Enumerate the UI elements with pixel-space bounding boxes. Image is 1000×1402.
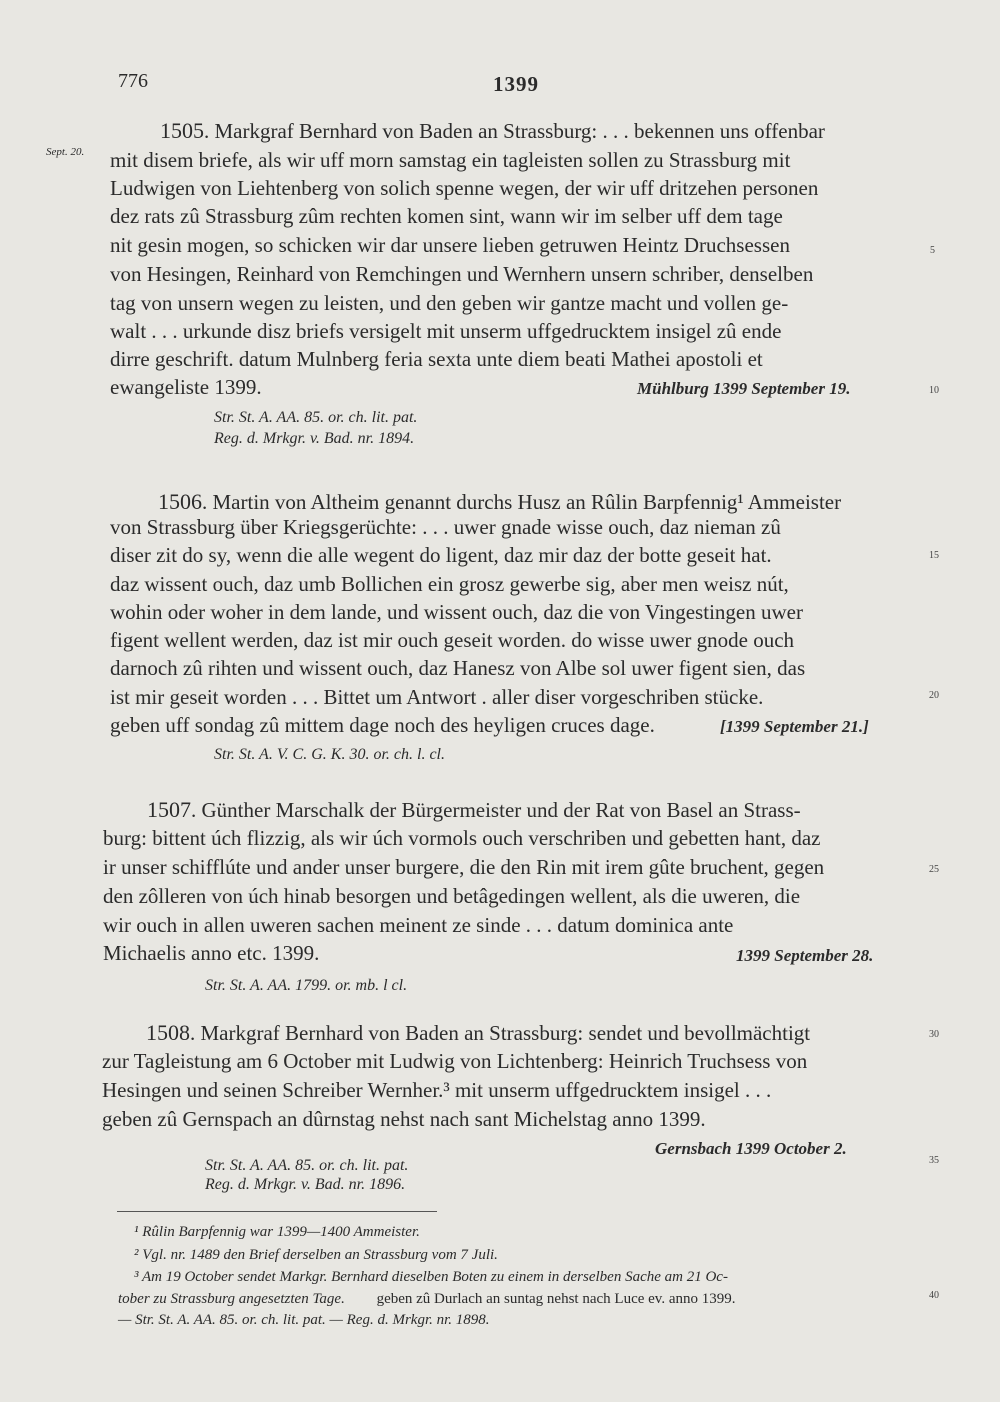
entry-1506-line-2: von Strassburg über Kriegsgerüchte: . . . uwer gnade wisse ouch, daz nieman zû [110, 515, 781, 539]
entry-1507-source-1: Str. St. A. AA. 1799. or. mb. l cl. [205, 977, 408, 994]
entry-1505-line-5: nit gesin mogen, so schicken wir dar unsere lieben getruwen Heintz Druchsessen [110, 233, 790, 257]
line-number-5: 5 [930, 245, 935, 256]
entry-1505-line-10: ewangeliste 1399. [110, 375, 262, 399]
footnote-3-line-2: tober zu Strassburg angesetzten Tage. geben zû Durlach an suntag nehst nach Luce ev. anno 1399. [118, 1291, 736, 1307]
entry-1508-line-3: Hesingen und seinen Schreiber Wernher.³ mit unserm uffgedrucktem insigel . . . [102, 1078, 772, 1102]
entry-1507-line-4: den zôlleren von úch hinab besorgen und betâgedingen wellent, als die uweren, die [103, 884, 801, 908]
line-number-25: 25 [929, 864, 939, 875]
entry-number-1507: 1507 [147, 797, 191, 822]
entry-1505-line-3: Ludwigen von Liehtenberg von solich spenne wegen, der wir uff dritzehen personen [110, 176, 819, 200]
entry-1507-line-2: burg: bittent úch flizzig, als wir úch vormols ouch verschriben und gebetten hant, daz [103, 826, 821, 850]
entry-1506-line-1: 1506. Martin von Altheim genannt durchs Husz an Rûlin Barpfennig¹ Ammeister [158, 489, 842, 514]
footnote-3-line-1: ³ Am 19 October sendet Markgr. Bernhard dieselben Boten zu einem in derselben Sache am 21 Oc- [134, 1269, 728, 1285]
entry-1506-line-6: figent wellent werden, daz ist mir ouch geseit worden. do wisse uwer gnode ouch [110, 628, 795, 652]
line-number-35: 35 [929, 1155, 939, 1166]
footnote-2: ² Vgl. nr. 1489 den Brief derselben an Strassburg vom 7 Juli. [134, 1247, 498, 1263]
entry-1505-source-2: Reg. d. Mrkgr. v. Bad. nr. 1894. [214, 430, 415, 447]
entry-1507-line-5: wir ouch in allen uweren sachen meinent ze sinde . . . datum dominica ante [103, 913, 734, 937]
entry-number-1505: 1505 [160, 118, 204, 143]
entry-1505-line-9: dirre geschrift. datum Mulnberg feria sexta unte diem beati Mathei apostoli et [110, 347, 763, 371]
entry-1507-line-3: ir unser schifflúte und ander unser burgere, die den Rin mit irem gûte bruchent, gegen [103, 855, 825, 879]
footnote-1: ¹ Rûlin Barpfennig war 1399—1400 Ammeister. [134, 1224, 420, 1240]
entry-1506-line-7: darnoch zû rihten und wissent ouch, daz Hanesz von Albe sol uwer figent sien, das [110, 656, 806, 680]
entry-1507-line-1: 1507. Günther Marschalk der Bürgermeister und der Rat von Basel an Strass- [147, 797, 801, 822]
entry-1506-line-8: ist mir geseit worden . . . Bittet um Antwort . aller diser vorgeschriben stücke. [110, 685, 764, 709]
entry-1506-line-9: geben uff sondag zû mittem dage noch des heyligen cruces dage. [110, 713, 655, 737]
entry-1508-source-2: Reg. d. Mrkgr. v. Bad. nr. 1896. [205, 1176, 406, 1193]
entry-1507-line-6: Michaelis anno etc. 1399. [103, 941, 320, 965]
entry-1505-line-4: dez rats zû Strassburg zûm rechten komen sint, wann wir im selber uff dem tage [110, 204, 783, 228]
entry-number-1506: 1506 [158, 489, 202, 514]
entry-1508-date: Gernsbach 1399 October 2. [655, 1139, 847, 1158]
entry-1508-line-2: zur Tagleistung am 6 October mit Ludwig von Lichtenberg: Heinrich Truchsess von [102, 1049, 808, 1073]
entry-1505-line-2: mit disem briefe, als wir uff morn samstag ein tagleisten sollen zu Strassburg mit [110, 148, 791, 172]
line-number-30: 30 [929, 1029, 939, 1040]
footnote-divider [117, 1211, 437, 1212]
line-number-15: 15 [929, 550, 939, 561]
entry-number-1508: 1508 [146, 1020, 190, 1045]
entry-1505-line-6: von Hesingen, Reinhard von Remchingen und Wernhern unsern schriber, denselben [110, 262, 814, 286]
entry-1505-line-8: walt . . . urkunde disz briefs versigelt mit unserm uffgedrucktem insigel zû ende [110, 319, 782, 343]
footnote-3-line-3: — Str. St. A. AA. 85. or. ch. lit. pat. — Reg. d. Mrkgr. nr. 1898. [118, 1312, 490, 1328]
entry-1508-source-1: Str. St. A. AA. 85. or. ch. lit. pat. [205, 1157, 409, 1174]
entry-1506-source-1: Str. St. A. V. C. G. K. 30. or. ch. l. cl. [214, 746, 445, 763]
entry-1506-date: [1399 September 21.] [720, 717, 869, 736]
entry-1508-line-4: geben zû Gernspach an dûrnstag nehst nach sant Michelstag anno 1399. [102, 1107, 706, 1131]
entry-1506-line-4: daz wissent ouch, daz umb Bollichen ein grosz gewerbe sig, aber men weisz nút, [110, 572, 789, 596]
margin-date-1505: Sept. 20. [46, 146, 85, 158]
page-year: 1399 [493, 72, 539, 96]
entry-1505-line-1: 1505. Markgraf Bernhard von Baden an Strassburg: . . . bekennen uns offenbar [160, 118, 825, 143]
page-number: 776 [118, 70, 148, 92]
entry-1505-date: Mühlburg 1399 September 19. [637, 379, 851, 398]
entry-1507-date: 1399 September 28. [736, 946, 874, 965]
entry-1506-line-3: diser zit do sy, wenn die alle wegent do ligent, daz mir daz der botte geseit hat. [110, 543, 772, 567]
line-number-40: 40 [929, 1290, 939, 1301]
line-number-10: 10 [929, 385, 939, 396]
entry-1506-line-5: wohin oder woher in dem lande, und wissent ouch, daz die von Vingestingen uwer [110, 600, 803, 624]
entry-1508-line-1: 1508. Markgraf Bernhard von Baden an Strassburg: sendet und bevollmächtigt [146, 1020, 811, 1045]
entry-1505-line-7: tag von unsern wegen zu leisten, und den geben wir gantze macht und vollen ge- [110, 291, 789, 315]
entry-1505-source-1: Str. St. A. AA. 85. or. ch. lit. pat. [214, 409, 418, 426]
line-number-20: 20 [929, 690, 939, 701]
